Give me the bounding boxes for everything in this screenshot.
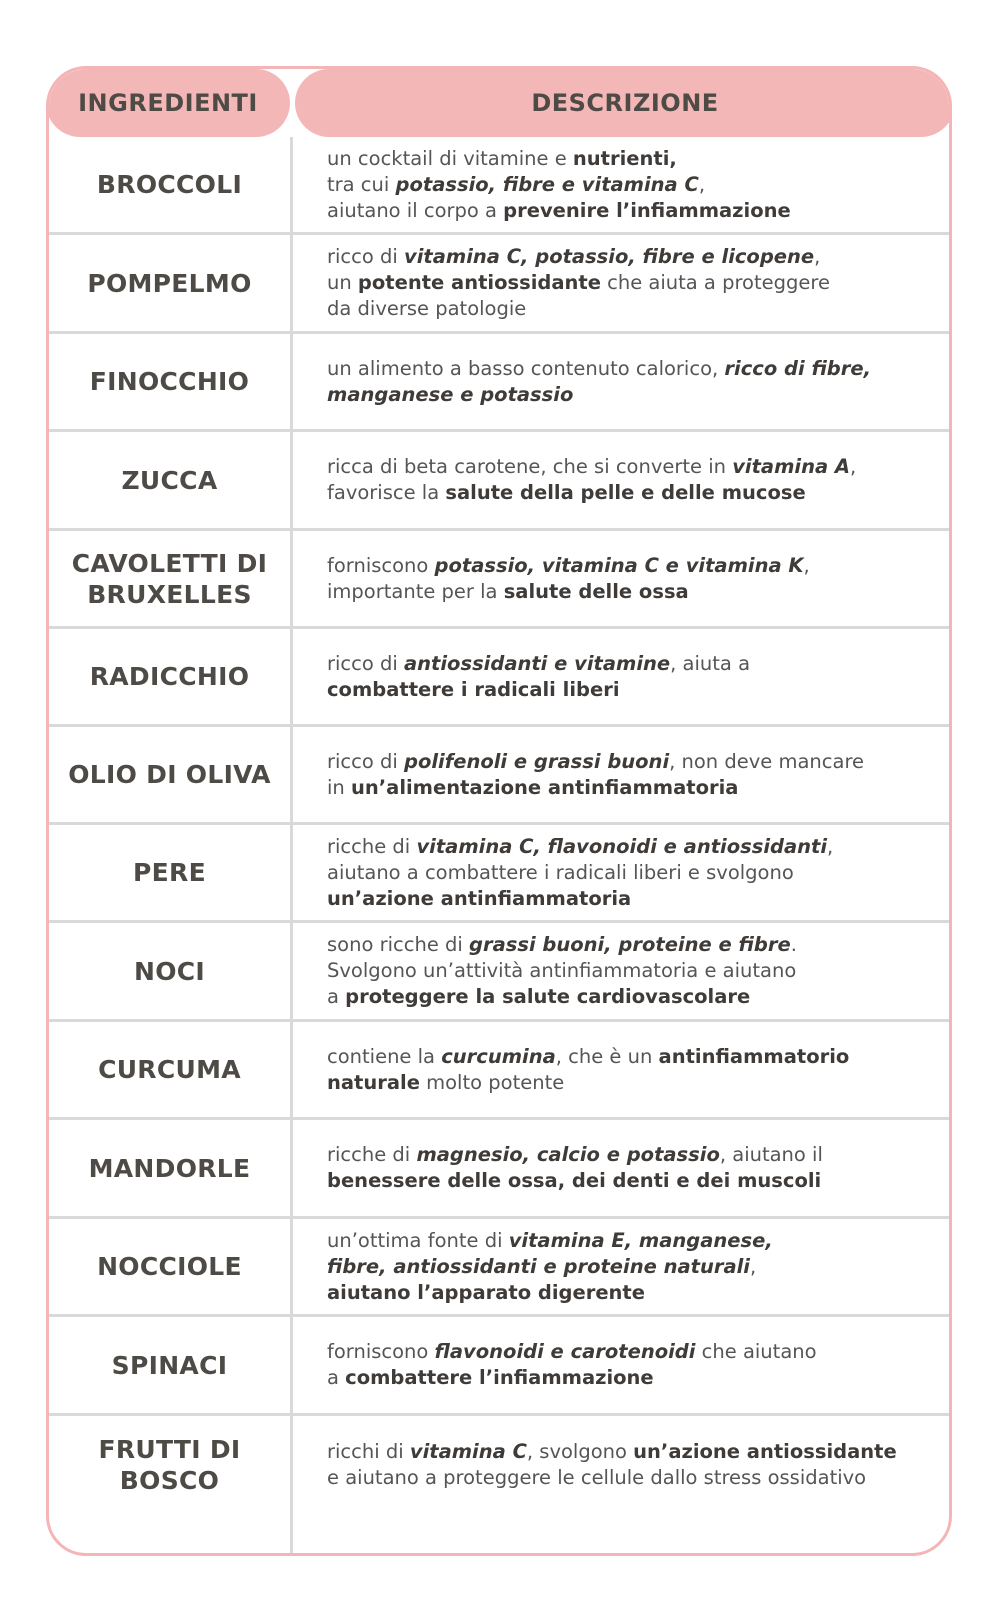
description-segment: a <box>327 1366 346 1389</box>
description-line <box>327 1365 817 1391</box>
description-segment: a <box>327 985 346 1008</box>
description-segment: un <box>327 271 358 294</box>
description-segment: ricco di fibre, <box>724 356 871 380</box>
description-emphasis <box>404 652 670 675</box>
description-segment: aiutano l’apparato digerente <box>327 1280 645 1304</box>
description-segment: , svolgono <box>526 1439 634 1463</box>
description-segment: potente antiossidante <box>357 271 601 294</box>
description-emphasis <box>396 173 699 196</box>
description-segment: potassio, vitamina C e vitamina K <box>434 553 804 577</box>
description-emphasis <box>732 455 850 478</box>
description-segment: vitamina C, flavonoidi e antiossidanti <box>416 834 828 858</box>
ingredient-description <box>293 923 949 1019</box>
description-segment: curcumina <box>441 1044 556 1068</box>
description-emphasis <box>410 1440 527 1463</box>
description-segment: sono ricche di <box>327 933 470 956</box>
table-row <box>49 432 949 531</box>
description-line <box>327 1070 849 1096</box>
description-segment: proteggere la salute cardiovascolare <box>345 985 751 1008</box>
description-line <box>327 775 864 801</box>
description-line <box>327 677 750 703</box>
table-row <box>49 825 949 923</box>
description-segment: e aiutano a proteggere le cellule dallo stress ossidativo <box>327 1465 867 1489</box>
table-row <box>49 629 949 727</box>
description-segment: contiene la <box>327 1044 442 1068</box>
description-emphasis <box>327 1255 750 1278</box>
ingredient-name: CAVOLETTI DI BRUXELLES <box>71 548 268 609</box>
description-emphasis <box>404 750 669 773</box>
description-segment: da diverse patologie <box>327 297 527 320</box>
ingredient-name: ZUCCA <box>121 465 218 495</box>
description-line <box>327 1142 823 1168</box>
ingredient-name: OLIO DI OLIVA <box>68 760 271 789</box>
description-line <box>327 1254 773 1280</box>
ingredient-name: MANDORLE <box>88 1153 251 1183</box>
description-segment: ricca di beta carotene, che si converte in <box>327 455 733 478</box>
table-row <box>49 1022 949 1120</box>
description-text <box>327 1339 817 1391</box>
ingredient-description <box>293 1416 949 1513</box>
ingredient-name: POMPELMO <box>87 268 252 298</box>
description-line <box>327 886 833 912</box>
description-line <box>327 1280 773 1306</box>
description-segment: , <box>749 1254 757 1278</box>
description-segment: . <box>790 933 797 956</box>
description-line <box>327 480 856 506</box>
description-segment: che aiuta a proteggere <box>600 271 830 294</box>
description-line <box>327 1439 897 1465</box>
description-segment: forniscono <box>327 553 435 577</box>
description-text <box>327 244 830 322</box>
description-segment: combattere l’infiammazione <box>345 1366 654 1389</box>
description-segment: ricco di <box>327 651 405 675</box>
description-line <box>327 296 830 322</box>
description-segment: un’ottima fonte di <box>327 1228 509 1252</box>
description-line <box>327 382 871 408</box>
description-segment: manganese e potassio <box>327 382 574 406</box>
table-row <box>49 1120 949 1219</box>
description-segment: benessere delle ossa, dei denti e dei muscoli <box>327 1169 822 1192</box>
description-line <box>327 834 833 860</box>
description-text <box>327 1044 849 1096</box>
description-line <box>327 1228 773 1254</box>
table-row <box>49 923 949 1022</box>
description-segment: un’alimentazione antinfiammatoria <box>350 775 739 799</box>
ingredient-name: RADICCHIO <box>89 662 250 691</box>
description-segment: ricco di <box>327 245 405 268</box>
description-segment: favorisce la <box>327 481 446 504</box>
description-segment: ricche di <box>327 834 417 858</box>
table-row <box>49 1416 949 1513</box>
ingredient-description <box>293 137 949 232</box>
description-text <box>327 454 856 506</box>
description-text <box>327 146 791 224</box>
ingredient-description <box>293 432 949 528</box>
header-description: DESCRIZIONE <box>295 69 952 137</box>
description-segment: magnesio, calcio e potassio <box>416 1143 720 1166</box>
table-row <box>49 235 949 334</box>
description-segment: in <box>327 775 351 799</box>
description-segment: forniscono <box>327 1340 435 1363</box>
ingredient-name: SPINACI <box>111 1350 228 1380</box>
description-segment: aiutano a combattere i radicali liberi e svolgono <box>327 860 794 884</box>
description-segment: molto potente <box>419 1070 565 1094</box>
description-text <box>327 932 797 1010</box>
description-line <box>327 958 797 984</box>
ingredient-description <box>293 1219 949 1314</box>
description-segment: importante per la <box>327 579 504 603</box>
description-emphasis <box>441 1045 556 1068</box>
description-emphasis <box>416 1143 719 1166</box>
description-text <box>327 356 871 408</box>
description-segment: prevenire l’infiammazione <box>503 198 791 222</box>
description-segment: che aiutano <box>695 1340 817 1363</box>
ingredient-description <box>293 629 949 724</box>
description-text <box>327 1142 823 1194</box>
description-text <box>327 834 833 912</box>
description-text <box>327 651 750 703</box>
description-text <box>327 553 810 605</box>
description-line <box>327 860 833 886</box>
table-body <box>49 137 949 1513</box>
description-emphasis <box>469 933 791 956</box>
ingredient-description <box>293 334 949 429</box>
description-line <box>327 749 864 775</box>
description-segment: potassio, fibre e vitamina C <box>395 172 699 196</box>
description-segment: ricche di <box>327 1143 417 1166</box>
ingredient-name: NOCI <box>133 956 206 986</box>
description-segment: , che è un <box>555 1044 659 1068</box>
description-segment: vitamina C, potassio, fibre e licopene <box>404 245 815 268</box>
ingredients-table <box>46 66 952 1556</box>
description-line <box>327 172 791 198</box>
description-segment: un cocktail di vitamine e <box>327 146 573 170</box>
header-ingredients: INGREDIENTI <box>46 69 290 137</box>
table-row <box>49 137 949 235</box>
description-line <box>327 146 791 172</box>
description-line <box>327 553 810 579</box>
description-line <box>327 984 797 1010</box>
description-text <box>327 1439 897 1491</box>
description-segment: salute della pelle e delle mucose <box>445 481 806 504</box>
description-segment: , <box>850 455 857 478</box>
description-emphasis <box>327 383 573 406</box>
table-row <box>49 1219 949 1317</box>
description-segment: antinfiammatorio <box>658 1044 850 1068</box>
description-segment: , <box>827 834 834 858</box>
description-segment: un alimento a basso contenuto calorico, <box>327 356 725 380</box>
table-row <box>49 727 949 825</box>
description-emphasis <box>509 1229 773 1252</box>
ingredient-description <box>293 727 949 822</box>
description-emphasis <box>435 554 804 577</box>
description-line <box>327 579 810 605</box>
description-segment: vitamina E, manganese, <box>508 1228 773 1252</box>
description-line <box>327 270 830 296</box>
description-segment: antiossidanti e vitamine <box>404 651 671 675</box>
description-line <box>327 356 871 382</box>
description-segment: fibre, antiossidanti e proteine naturali <box>327 1254 750 1278</box>
description-segment: , aiuta a <box>670 651 751 675</box>
description-line <box>327 1168 823 1194</box>
description-segment: grassi buoni, proteine e fibre <box>469 933 791 956</box>
ingredient-name: BROCCOLI <box>96 170 243 199</box>
description-segment: , aiutano il <box>719 1143 823 1166</box>
table-header <box>49 69 949 137</box>
description-emphasis <box>404 245 814 268</box>
description-segment: , non deve mancare <box>669 749 865 773</box>
ingredient-description <box>293 1317 949 1413</box>
description-segment: vitamina A <box>732 455 851 478</box>
description-segment: un’azione antinfiammatoria <box>327 886 632 910</box>
ingredient-description <box>293 1022 949 1117</box>
description-segment: Svolgono un’attività antinfiammatoria e aiutano <box>327 959 797 982</box>
description-segment: , <box>698 172 706 196</box>
table-row <box>49 1317 949 1416</box>
description-line <box>327 651 750 677</box>
description-emphasis <box>724 357 871 380</box>
description-segment: ricco di <box>327 749 405 773</box>
description-line <box>327 244 830 270</box>
description-line <box>327 932 797 958</box>
ingredient-name: CURCUMA <box>98 1055 241 1084</box>
description-line <box>327 1339 817 1365</box>
description-text <box>327 749 864 801</box>
ingredient-description <box>293 825 949 920</box>
ingredient-name: NOCCIOLE <box>97 1252 242 1281</box>
description-emphasis <box>416 835 827 858</box>
table-row <box>49 531 949 629</box>
description-segment: polifenoli e grassi buoni <box>404 749 670 773</box>
description-segment: ricchi di <box>327 1439 410 1463</box>
description-text <box>327 1228 773 1306</box>
ingredient-name: FINOCCHIO <box>89 367 250 396</box>
table-row <box>49 334 949 432</box>
description-line <box>327 454 856 480</box>
ingredient-description <box>293 531 949 626</box>
ingredient-name: PERE <box>133 858 206 887</box>
description-segment: nutrienti, <box>572 146 677 170</box>
description-segment: flavonoidi e carotenoidi <box>434 1340 696 1363</box>
description-emphasis <box>435 1340 696 1363</box>
description-segment: , <box>803 553 810 577</box>
ingredient-name: FRUTTI DI BOSCO <box>98 1434 241 1495</box>
description-line <box>327 1465 897 1491</box>
ingredient-description <box>293 235 949 331</box>
description-segment: aiutano il corpo a <box>327 198 504 222</box>
description-segment: salute delle ossa <box>503 579 689 603</box>
ingredient-description <box>293 1120 949 1216</box>
description-line <box>327 198 791 224</box>
description-segment: , <box>814 245 821 268</box>
description-segment: tra cui <box>327 172 396 196</box>
description-segment: un’azione antiossidante <box>633 1439 897 1463</box>
description-segment: naturale <box>327 1070 420 1094</box>
description-line <box>327 1044 849 1070</box>
description-segment: combattere i radicali liberi <box>327 677 620 701</box>
description-segment: vitamina C <box>409 1439 527 1463</box>
